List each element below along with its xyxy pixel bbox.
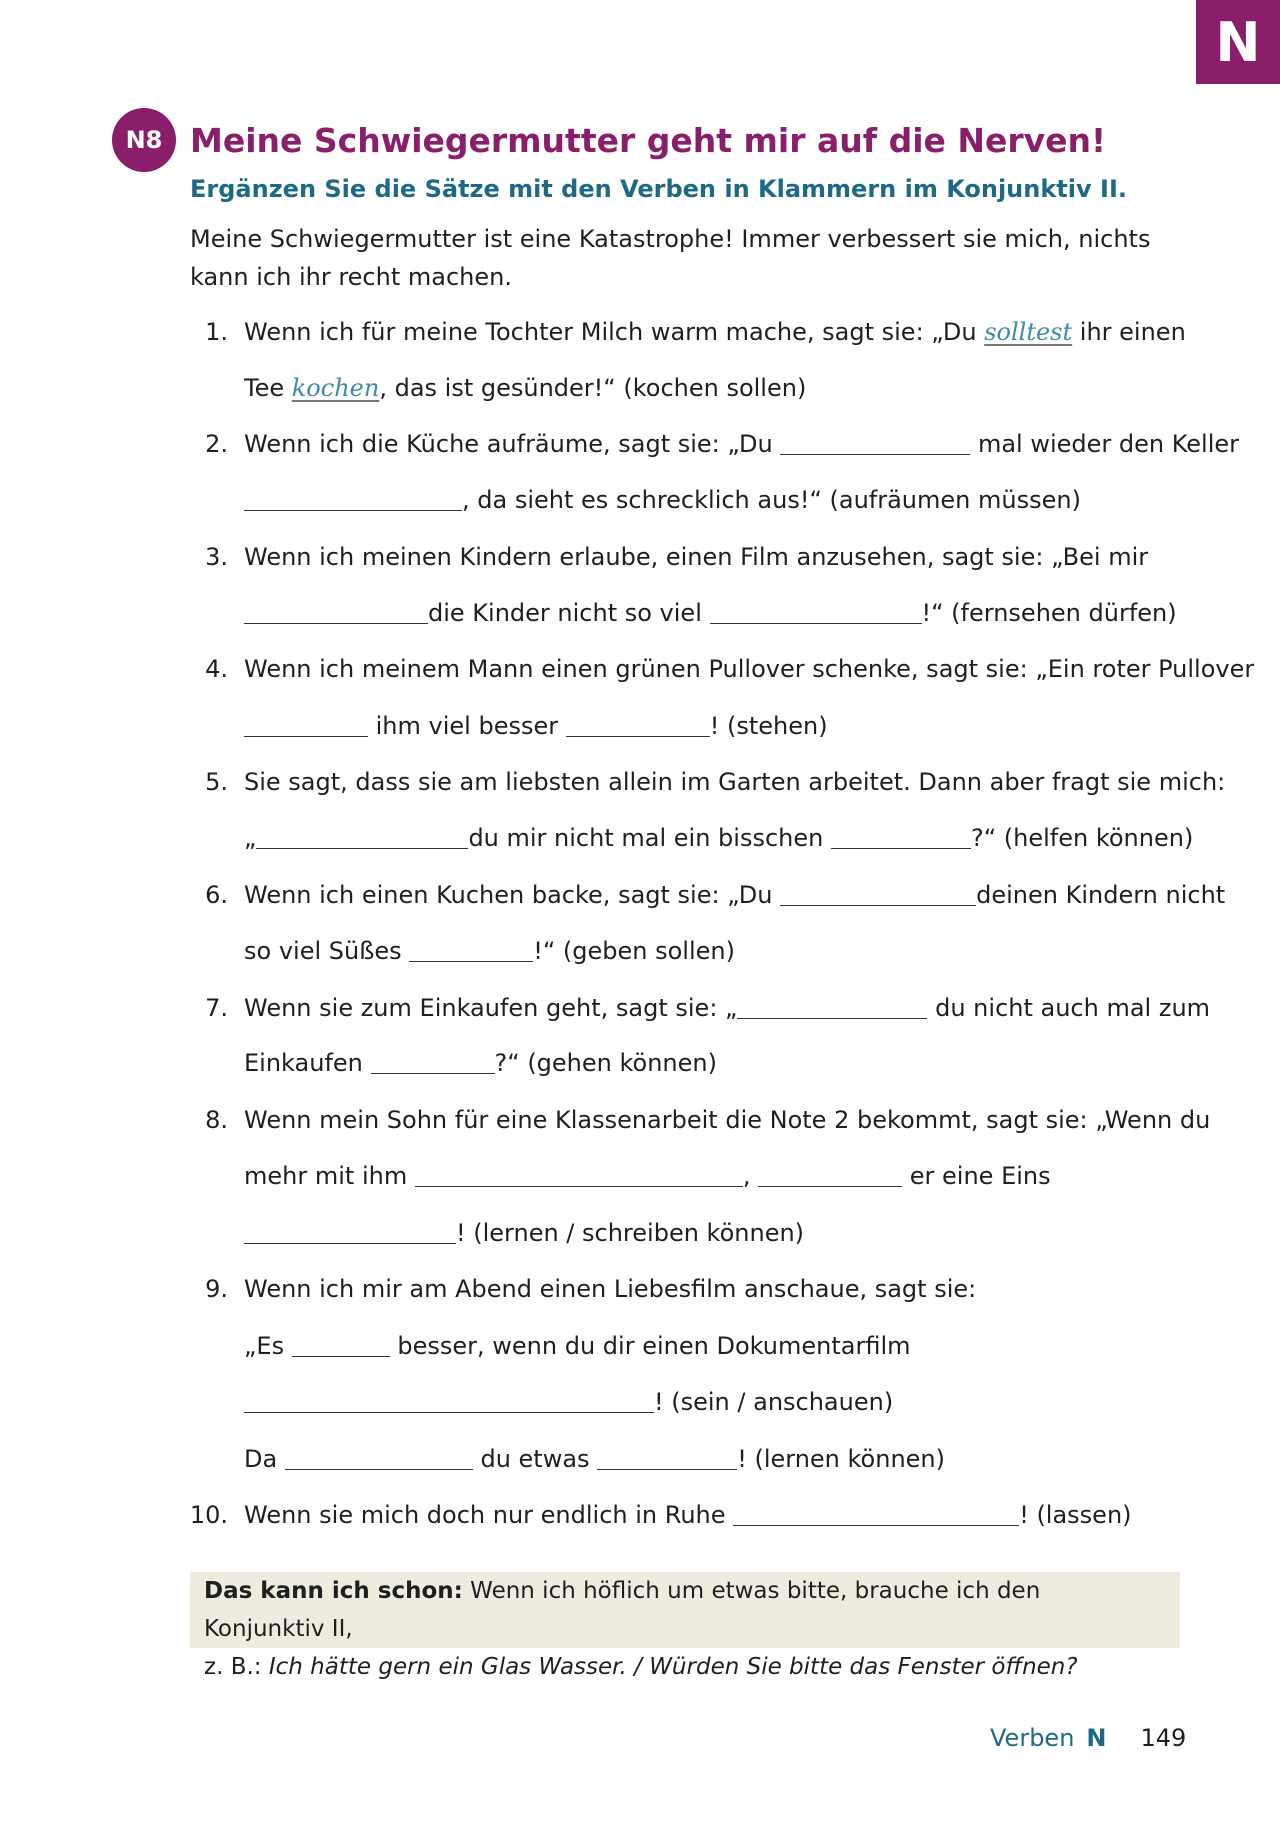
chapter-letter: N xyxy=(1215,10,1261,74)
item-text: Sie sagt, dass sie am liebsten allein im Garten arbeitet. Dann aber fragt sie mich: xyxy=(244,768,1226,796)
item-text: Wenn ich einen Kuchen backe, sagt sie: „Du xyxy=(244,881,773,909)
item-text: ihm viel besser xyxy=(375,712,559,740)
item-text: Wenn ich meinem Mann einen grünen Pullover schenke, sagt sie: „Ein roter Pullover xyxy=(244,655,1255,683)
answer-blank[interactable] xyxy=(597,1445,737,1470)
item-number: 10. xyxy=(189,1501,228,1529)
item-number: 5. xyxy=(205,768,228,796)
answer-blank[interactable] xyxy=(244,599,428,624)
answer-blank[interactable] xyxy=(292,1332,390,1357)
answer-blank[interactable] xyxy=(780,881,976,906)
answer-blank[interactable] xyxy=(244,1219,456,1244)
item-text: Wenn sie zum Einkaufen geht, sagt sie: „ xyxy=(244,994,738,1022)
info-box-example: Ich hätte gern ein Glas Wasser. / Würden Sie bitte das Fenster öffnen? xyxy=(268,1654,1078,1680)
info-box-label: Das kann ich schon: xyxy=(204,1578,463,1604)
exercise-badge-label: N8 xyxy=(125,126,163,154)
item-text: du nicht auch mal zum xyxy=(935,994,1211,1022)
item-line xyxy=(244,935,735,967)
info-box xyxy=(190,1572,1180,1680)
answer-blank[interactable] xyxy=(244,486,462,511)
answer-blank[interactable] xyxy=(733,1501,1019,1526)
answer-blank[interactable] xyxy=(831,824,971,849)
item-line xyxy=(244,428,1239,460)
item-text: Wenn ich die Küche aufräume, sagt sie: „Du xyxy=(244,430,773,458)
handwritten-answer: solltest xyxy=(984,318,1073,346)
answer-blank[interactable] xyxy=(566,712,710,737)
item-line xyxy=(244,541,1148,573)
item-number: 1. xyxy=(205,318,228,346)
item-text: ! (lassen) xyxy=(1019,1501,1132,1529)
item-line xyxy=(244,1104,1210,1136)
answer-blank[interactable] xyxy=(758,1162,902,1187)
item-number: 7. xyxy=(205,994,228,1022)
item-line xyxy=(244,766,1225,798)
item-text: , da sieht es schrecklich aus!“ (aufräumen müssen) xyxy=(462,486,1081,514)
item-number: 4. xyxy=(205,655,228,683)
answer-blank[interactable] xyxy=(710,599,922,624)
item-text: Da xyxy=(244,1445,278,1473)
item-text: so viel Süßes xyxy=(244,937,402,965)
item-text: „Es xyxy=(244,1332,285,1360)
answer-blank[interactable] xyxy=(737,994,927,1019)
item-text: er eine Eins xyxy=(909,1162,1051,1190)
item-line xyxy=(244,1499,1132,1531)
item-text: du etwas xyxy=(480,1445,590,1473)
handwritten-answer: kochen xyxy=(291,374,380,402)
answer-blank[interactable] xyxy=(256,824,468,849)
item-number: 2. xyxy=(205,430,228,458)
item-text: du mir nicht mal ein bisschen xyxy=(468,824,824,852)
answer-blank[interactable] xyxy=(409,937,533,962)
footer-section: Verben xyxy=(990,1724,1075,1752)
item-line xyxy=(244,822,1193,854)
item-text: ?“ (helfen können) xyxy=(970,824,1194,852)
item-line xyxy=(244,1443,945,1475)
item-text: „ xyxy=(244,824,257,852)
info-box-line xyxy=(204,1572,1166,1648)
answer-blank[interactable] xyxy=(415,1162,743,1187)
item-line xyxy=(244,1160,1051,1192)
item-number: 8. xyxy=(205,1106,228,1134)
item-number: 9. xyxy=(205,1275,228,1303)
item-text: ! (lernen können) xyxy=(737,1445,945,1473)
item-text: deinen Kindern nicht xyxy=(976,881,1226,909)
answer-blank[interactable] xyxy=(285,1445,473,1470)
item-number: 6. xyxy=(205,881,228,909)
item-text: , xyxy=(742,1162,751,1190)
item-text: , das ist gesünder!“ (kochen sollen) xyxy=(379,374,807,402)
answer-blank[interactable] xyxy=(244,712,368,737)
item-text: mehr mit ihm xyxy=(244,1162,408,1190)
answer-blank[interactable] xyxy=(371,1049,495,1074)
item-text: ihr einen xyxy=(1079,318,1186,346)
exercise-instruction: Ergänzen Sie die Sätze mit den Verben in Klammern im Konjunktiv II. xyxy=(190,175,1127,203)
item-line xyxy=(244,372,806,404)
exercise-intro: Meine Schwiegermutter ist eine Katastrophe! Immer verbessert sie mich, nichts kann ich ihr recht machen. xyxy=(190,225,1151,291)
item-line xyxy=(244,992,1210,1024)
item-text: mal wieder den Keller xyxy=(977,430,1239,458)
info-box-line xyxy=(204,1648,1166,1686)
item-text: ?“ (gehen können) xyxy=(494,1049,717,1077)
item-text: !“ (geben sollen) xyxy=(533,937,735,965)
item-text: ! (lernen / schreiben können) xyxy=(456,1219,805,1247)
item-text: besser, wenn du dir einen Dokumentarfilm xyxy=(397,1332,911,1360)
item-line xyxy=(244,1330,911,1362)
item-text: ! (stehen) xyxy=(709,712,828,740)
item-text: Wenn ich mir am Abend einen Liebesfilm anschaue, sagt sie: xyxy=(244,1275,977,1303)
item-text: die Kinder nicht so viel xyxy=(428,599,702,627)
item-line xyxy=(244,1273,976,1305)
exercise-title: Meine Schwiegermutter geht mir auf die Nerven! xyxy=(190,121,1107,160)
info-box-text: Wenn ich höflich um etwas bitte, brauche ich den Konjunktiv II, xyxy=(204,1578,1041,1642)
item-line xyxy=(244,1217,804,1249)
page-footer xyxy=(990,1724,1186,1752)
item-line xyxy=(244,484,1081,516)
item-text: Wenn sie mich doch nur endlich in Ruhe xyxy=(244,1501,726,1529)
item-text: Wenn mein Sohn für eine Klassenarbeit die Note 2 bekommt, sagt sie: „Wenn du xyxy=(244,1106,1211,1134)
item-line xyxy=(244,653,1254,685)
answer-blank[interactable] xyxy=(780,430,970,455)
item-text: Einkaufen xyxy=(244,1049,363,1077)
item-text: Wenn ich für meine Tochter Milch warm mache, sagt sie: „Du xyxy=(244,318,977,346)
item-text: Tee xyxy=(244,374,285,402)
item-number: 3. xyxy=(205,543,228,571)
exercise-badge xyxy=(112,108,176,172)
item-line xyxy=(244,1386,893,1418)
page-number: 149 xyxy=(1140,1724,1187,1752)
item-line xyxy=(244,710,828,742)
footer-letter: N xyxy=(1086,1724,1107,1752)
item-line xyxy=(244,316,1186,348)
item-line xyxy=(244,1047,717,1079)
item-line xyxy=(244,879,1225,911)
item-text: Wenn ich meinen Kindern erlaube, einen Film anzusehen, sagt sie: „Bei mir xyxy=(244,543,1149,571)
item-text: ! (sein / anschauen) xyxy=(654,1388,894,1416)
item-text: !“ (fernsehen dürfen) xyxy=(921,599,1177,627)
chapter-tab xyxy=(1196,0,1280,84)
answer-blank[interactable] xyxy=(244,1388,654,1413)
item-line xyxy=(244,597,1177,629)
info-box-prefix: z. B.: xyxy=(204,1654,269,1680)
